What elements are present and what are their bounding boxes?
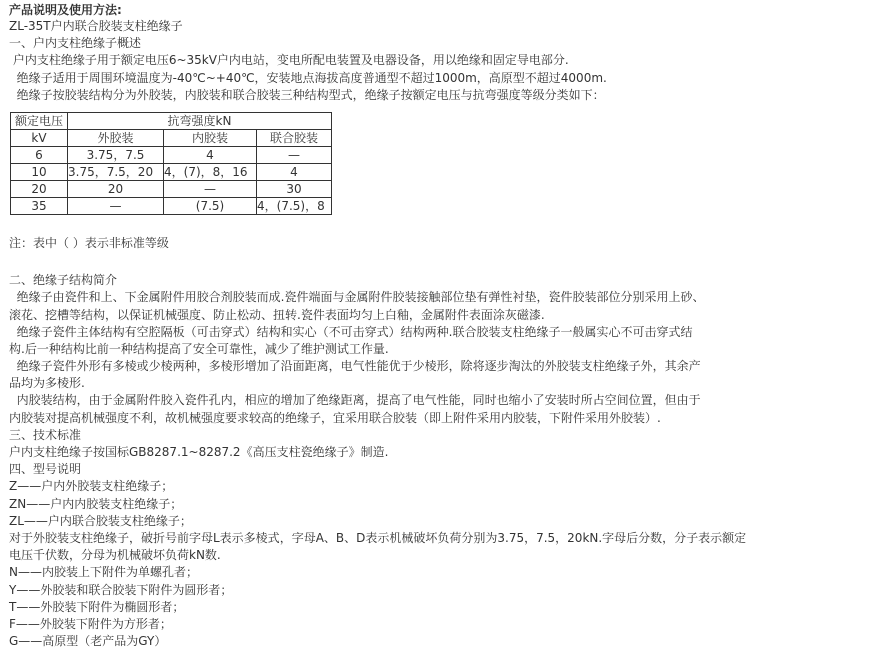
section1-title: 一、户内支柱绝缘子概述 (9, 36, 142, 51)
cell-outer: 3.75，7.5 (68, 146, 164, 163)
product-name: ZL-35T户内联合胶装支柱绝缘子 (9, 19, 183, 33)
section1-line: 绝缘子按胶装结构分为外胶装，内胶装和联合胶装三种结构型式，绝缘子按额定电压与抗弯强度等级分类如下： (9, 87, 605, 102)
section1-line: 户内支柱绝缘子用于额定电压6~35kV户内电站，变电所配电装置及电器设备，用以绝缘和固定导电部分. (9, 53, 569, 68)
model-code-line: F——外胶装下附件为方形者； (9, 616, 172, 631)
cell-inner: 4 (164, 146, 257, 163)
cell-outer: — (68, 197, 164, 214)
table-row (11, 180, 332, 197)
table-row (11, 163, 332, 180)
cell-combined: 4，(7.5)，8 (257, 197, 332, 214)
section2-line: 绝缘子瓷件主体结构有空腔隔板（可击穿式）结构和实心（不可击穿式）结构两种.联合胶装支柱绝缘子一般属实心不可击穿式结 (9, 324, 693, 339)
section2-line: 绝缘子由瓷件和上、下金属附件用胶合剂胶装而成.瓷件端面与金属附件胶装接触部位垫有弹性衬垫，瓷件胶装部位分别采用上砂、 (9, 290, 705, 305)
col-outer: 外胶装 (68, 129, 164, 146)
section2-line: 滚花、挖槽等结构，以保证机械强度、防止松动、扭转.瓷件表面均匀上白釉，金属附件表面涂灰磁漆. (9, 307, 545, 322)
cell-inner: — (164, 180, 257, 197)
cell-outer: 20 (68, 180, 164, 197)
section2-line: 内胶装结构，由于金属附件胶入瓷件孔内，相应的增加了绝缘距离，提高了电气性能，同时也缩小了安装时所占空间位置，但由于 (9, 393, 701, 408)
section3-title: 三、技术标准 (9, 427, 82, 442)
heading: 产品说明及使用方法: (9, 3, 122, 17)
model-code-line: 对于外胶装支柱绝缘子，破折号前字母L表示多棱式，字母A、B、D表示机械破坏负荷分别为3.75，7.5，20kN.字母后分数，分子表示额定 (9, 530, 747, 545)
cell-combined: 30 (257, 180, 332, 197)
section2-line: 构.后一种结构比前一种结构提高了安全可靠性，减少了维护测试工作量. (9, 341, 389, 356)
cell-inner: (7.5) (164, 197, 257, 214)
table-row (11, 146, 332, 163)
strength-table (10, 112, 332, 215)
cell-kv: 6 (11, 146, 68, 163)
cell-kv: 35 (11, 197, 68, 214)
model-code-line: G——高原型（老产品为GY） (9, 634, 167, 649)
section2-line: 内胶装对提高机械强度不利，故机械强度要求较高的绝缘子，宜采用联合胶装（即上附件采用内胶装，下附件采用外胶装）. (9, 410, 661, 425)
model-code-line: T——外胶装下附件为椭圆形者； (9, 599, 185, 614)
cell-kv: 10 (11, 163, 68, 180)
table-note: 注：表中（ ）表示非标准等级 (9, 235, 169, 250)
section4-title: 四、型号说明 (9, 462, 82, 477)
col-combined: 联合胶装 (257, 129, 332, 146)
cell-outer: 3.75，7.5，20 (68, 163, 164, 180)
model-code-line: 电压千伏数，分母为机械破坏负荷kN数. (9, 548, 221, 563)
cell-combined: 4 (257, 163, 332, 180)
strength-header: 抗弯强度kN (68, 112, 332, 129)
model-code-line: Y——外胶装和联合胶装下附件为圆形者； (9, 582, 233, 597)
model-code-line: Z——户内外胶装支柱绝缘子； (9, 479, 174, 494)
cell-inner: 4，(7)，8，16 (164, 163, 257, 180)
section2-title: 二、绝缘子结构简介 (9, 273, 118, 288)
cell-combined: — (257, 146, 332, 163)
unit-label: kV (11, 129, 68, 146)
section1-line: 绝缘子适用于周围环境温度为-40℃~+40℃，安装地点海拔高度普通型不超过1000m，高原型不超过4000m. (9, 70, 607, 85)
col-inner: 内胶装 (164, 129, 257, 146)
rated-voltage-label: 额定电压 (11, 112, 68, 129)
section2-line: 绝缘子瓷件外形有多棱或少棱两种，多棱形增加了沿面距离，电气性能优于少棱形，除将逐步淘汰的外胶装支柱绝缘子外，其余产 (9, 359, 701, 374)
table-row (11, 197, 332, 214)
document-body (9, 0, 871, 650)
cell-kv: 20 (11, 180, 68, 197)
model-code-line: N——内胶装上下附件为单螺孔者； (9, 565, 198, 580)
model-code-line: ZL——户内联合胶装支柱绝缘子； (9, 513, 192, 528)
section2-line: 品均为多棱形. (9, 376, 85, 391)
section3-line: 户内支柱绝缘子按国标GB8287.1~8287.2《高压支柱瓷绝缘子》制造. (9, 445, 389, 459)
model-code-line: ZN——户内内胶装支柱绝缘子； (9, 496, 183, 511)
